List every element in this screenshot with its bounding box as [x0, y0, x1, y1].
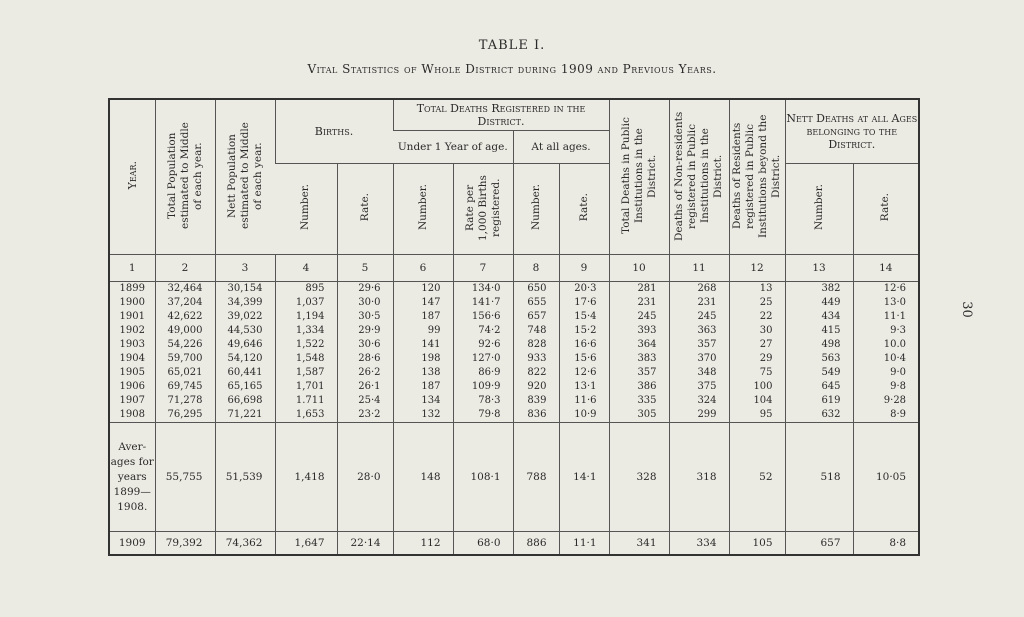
- table-cell: 147: [393, 296, 453, 310]
- table-cell: 498: [785, 338, 853, 352]
- table-cell: 109·9: [453, 380, 513, 394]
- table-cell: 1,194: [275, 310, 337, 324]
- table-cell: 415: [785, 324, 853, 338]
- table-cell: 39,022: [215, 310, 275, 324]
- table-cell: 25·4: [337, 394, 393, 408]
- row-year: 1902: [119, 325, 145, 336]
- page-subtitle: Vital Statistics of Whole District during 1909 and Previous Years.: [307, 62, 717, 76]
- table-cell: 657: [513, 310, 559, 324]
- table-cell: 30·0: [337, 296, 393, 310]
- table-cell: 141: [393, 338, 453, 352]
- table-cell: 29: [729, 352, 785, 366]
- header-nett-rate: Rate.: [853, 164, 919, 255]
- table-cell: 1,037: [275, 296, 337, 310]
- year-1909-row: [109, 532, 919, 556]
- table-cell: 11·1: [853, 310, 919, 324]
- table-row: [109, 366, 919, 380]
- table-cell: 645: [785, 380, 853, 394]
- table-cell: 822: [513, 366, 559, 380]
- table-cell: 9·28: [853, 394, 919, 408]
- row-year: 1906: [119, 381, 145, 392]
- table-cell: 1,653: [275, 408, 337, 423]
- table-cell: 657: [785, 532, 853, 556]
- table-cell: 22·14: [337, 532, 393, 556]
- table-cell: 92·6: [453, 338, 513, 352]
- table-cell: 364: [609, 338, 669, 352]
- table-cell: 334: [669, 532, 729, 556]
- table-row: [109, 408, 919, 423]
- table-cell: 836: [513, 408, 559, 423]
- table-cell: 30,154: [215, 282, 275, 297]
- table-cell: 13: [729, 282, 785, 297]
- row-year: 1904: [119, 353, 145, 364]
- header-non-residents: Deaths of Non-residents registered in Public Institutions in the District.: [669, 99, 729, 255]
- table-cell: 1,587: [275, 366, 337, 380]
- table-cell: 828: [513, 338, 559, 352]
- average-cell: 148: [393, 423, 453, 532]
- header-under-1-number: Number.: [393, 164, 453, 255]
- table-cell: 71,221: [215, 408, 275, 423]
- table-cell: 30·6: [337, 338, 393, 352]
- table-cell: 335: [609, 394, 669, 408]
- table-cell: 245: [609, 310, 669, 324]
- header-year: Year.: [109, 99, 155, 255]
- table-cell: 187: [393, 310, 453, 324]
- table-cell: 69,745: [155, 380, 215, 394]
- table-cell: 895: [275, 282, 337, 297]
- table-cell: 324: [669, 394, 729, 408]
- column-number: 13: [785, 255, 853, 282]
- table-row: [109, 338, 919, 352]
- table-cell: 15·6: [559, 352, 609, 366]
- table-cell: 54,226: [155, 338, 215, 352]
- table-cell: 8·9: [853, 408, 919, 423]
- table-cell: 10.0: [853, 338, 919, 352]
- average-cell: 328: [609, 423, 669, 532]
- table-cell: 32,464: [155, 282, 215, 297]
- header-births-number: Number.: [275, 164, 337, 255]
- average-cell: 14·1: [559, 423, 609, 532]
- table-cell: 134·0: [453, 282, 513, 297]
- vital-statistics-table: [108, 98, 920, 556]
- table-cell: 434: [785, 310, 853, 324]
- table-cell: 156·6: [453, 310, 513, 324]
- column-number: 2: [155, 255, 215, 282]
- table-cell: 66,698: [215, 394, 275, 408]
- table-cell: 17·6: [559, 296, 609, 310]
- table-cell: 78·3: [453, 394, 513, 408]
- average-cell: 318: [669, 423, 729, 532]
- average-cell: 28·0: [337, 423, 393, 532]
- table-cell: 68·0: [453, 532, 513, 556]
- page-number: 30: [958, 301, 974, 318]
- table-cell: 127·0: [453, 352, 513, 366]
- table-cell: 357: [669, 338, 729, 352]
- table-cell: 13·1: [559, 380, 609, 394]
- table-cell: 15·4: [559, 310, 609, 324]
- table-row: [109, 282, 919, 297]
- row-year: 1901: [119, 311, 145, 322]
- average-cell: 10·05: [853, 423, 919, 532]
- header-all-ages-number: Number.: [513, 164, 559, 255]
- table-cell: 44,530: [215, 324, 275, 338]
- table-cell: 1,701: [275, 380, 337, 394]
- table-cell: 305: [609, 408, 669, 423]
- table-cell: 22: [729, 310, 785, 324]
- table-cell: 132: [393, 408, 453, 423]
- averages-label: Aver- ages for years 1899— 1908.: [109, 423, 155, 532]
- table-cell: 9·8: [853, 380, 919, 394]
- header-nett-number: Number.: [785, 164, 853, 255]
- table-cell: 86·9: [453, 366, 513, 380]
- row-year: 1905: [119, 367, 145, 378]
- table-cell: 382: [785, 282, 853, 297]
- row-year: 1909: [118, 537, 146, 549]
- table-cell: 79,392: [155, 532, 215, 556]
- column-number: 1: [109, 255, 155, 282]
- table-cell: 75: [729, 366, 785, 380]
- header-births-rate: Rate.: [337, 164, 393, 255]
- table-cell: 29·9: [337, 324, 393, 338]
- table-cell: 393: [609, 324, 669, 338]
- column-number: 6: [393, 255, 453, 282]
- table-row: [109, 296, 919, 310]
- table-cell: 886: [513, 532, 559, 556]
- table-cell: 12·6: [559, 366, 609, 380]
- column-number: 8: [513, 255, 559, 282]
- table-cell: 231: [669, 296, 729, 310]
- column-numbers-row: [109, 255, 919, 282]
- table-row: [109, 310, 919, 324]
- column-number: 10: [609, 255, 669, 282]
- table-cell: 100: [729, 380, 785, 394]
- table-row: [109, 324, 919, 338]
- table-cell: 1.711: [275, 394, 337, 408]
- column-number: 14: [853, 255, 919, 282]
- table-cell: 28·6: [337, 352, 393, 366]
- table-cell: 383: [609, 352, 669, 366]
- table-cell: 74,362: [215, 532, 275, 556]
- table-cell: 76,295: [155, 408, 215, 423]
- average-cell: 108·1: [453, 423, 513, 532]
- table-cell: 348: [669, 366, 729, 380]
- table-cell: 54,120: [215, 352, 275, 366]
- table-cell: 104: [729, 394, 785, 408]
- row-year: 1900: [119, 297, 145, 308]
- table-cell: 34,399: [215, 296, 275, 310]
- table-cell: 549: [785, 366, 853, 380]
- table-cell: 268: [669, 282, 729, 297]
- header-nett-deaths: Nett Deaths at all Ages belonging to the District.: [785, 99, 919, 164]
- table-cell: 26·1: [337, 380, 393, 394]
- column-number: 3: [215, 255, 275, 282]
- column-number: 5: [337, 255, 393, 282]
- table-cell: 1,334: [275, 324, 337, 338]
- header-births: Births.: [275, 99, 393, 164]
- table-cell: 375: [669, 380, 729, 394]
- page-title: TABLE I.: [478, 38, 546, 53]
- table-cell: 187: [393, 380, 453, 394]
- header-all-ages-rate: Rate.: [559, 164, 609, 255]
- table-cell: 138: [393, 366, 453, 380]
- table-cell: 198: [393, 352, 453, 366]
- table-cell: 655: [513, 296, 559, 310]
- table-cell: 650: [513, 282, 559, 297]
- table-cell: 27: [729, 338, 785, 352]
- column-number: 9: [559, 255, 609, 282]
- header-residents-beyond: Deaths of Residents registered in Public Institutions beyond the District.: [729, 99, 785, 255]
- table-cell: 60,441: [215, 366, 275, 380]
- table-cell: 15·2: [559, 324, 609, 338]
- table-cell: 59,700: [155, 352, 215, 366]
- table-cell: 10·9: [559, 408, 609, 423]
- table-cell: 563: [785, 352, 853, 366]
- table-cell: 245: [669, 310, 729, 324]
- table-cell: 363: [669, 324, 729, 338]
- table-cell: 26·2: [337, 366, 393, 380]
- header-all-ages: At all ages.: [513, 131, 609, 164]
- table-cell: 37,204: [155, 296, 215, 310]
- table-cell: 30·5: [337, 310, 393, 324]
- column-number: 7: [453, 255, 513, 282]
- header-public-institutions: Total Deaths in Public Institutions in the District.: [609, 99, 669, 255]
- table-cell: 42,622: [155, 310, 215, 324]
- table-cell: 839: [513, 394, 559, 408]
- table-cell: 49,646: [215, 338, 275, 352]
- table-cell: 370: [669, 352, 729, 366]
- table-cell: 25: [729, 296, 785, 310]
- average-cell: 518: [785, 423, 853, 532]
- column-number: 12: [729, 255, 785, 282]
- header-total-deaths: Total Deaths Registered in the District.: [393, 99, 609, 131]
- row-year: 1908: [109, 408, 155, 423]
- table-cell: 20·3: [559, 282, 609, 297]
- header-under-1: Under 1 Year of age.: [393, 131, 513, 164]
- table-cell: 9·0: [853, 366, 919, 380]
- table-cell: 619: [785, 394, 853, 408]
- table-cell: 29·6: [337, 282, 393, 297]
- table-cell: 10·4: [853, 352, 919, 366]
- table-cell: 74·2: [453, 324, 513, 338]
- table-cell: 65,165: [215, 380, 275, 394]
- table-cell: 30: [729, 324, 785, 338]
- table-cell: 13·0: [853, 296, 919, 310]
- table-cell: 112: [393, 532, 453, 556]
- table-cell: 79·8: [453, 408, 513, 423]
- table-cell: 299: [669, 408, 729, 423]
- table-cell: 386: [609, 380, 669, 394]
- average-cell: 788: [513, 423, 559, 532]
- table-cell: 341: [609, 532, 669, 556]
- table-cell: 1,548: [275, 352, 337, 366]
- table-cell: 141·7: [453, 296, 513, 310]
- table-cell: 449: [785, 296, 853, 310]
- table-cell: 23·2: [337, 408, 393, 423]
- table-cell: 9·3: [853, 324, 919, 338]
- row-year: 1903: [119, 339, 145, 350]
- table-cell: 1,647: [275, 532, 337, 556]
- table-cell: 95: [729, 408, 785, 423]
- header-nett-population: Nett Population estimated to Middle of each year.: [215, 99, 275, 255]
- table-cell: 920: [513, 380, 559, 394]
- table-cell: 357: [609, 366, 669, 380]
- table-cell: 49,000: [155, 324, 215, 338]
- table-cell: 65,021: [155, 366, 215, 380]
- average-cell: 52: [729, 423, 785, 532]
- table-cell: 105: [729, 532, 785, 556]
- table-cell: 8·8: [853, 532, 919, 556]
- average-cell: 1,418: [275, 423, 337, 532]
- table-row: [109, 352, 919, 366]
- table-cell: 120: [393, 282, 453, 297]
- averages-row: [109, 423, 919, 532]
- column-number: 11: [669, 255, 729, 282]
- table-cell: 748: [513, 324, 559, 338]
- average-cell: 55,755: [155, 423, 215, 532]
- table-cell: 71,278: [155, 394, 215, 408]
- table-row: [109, 380, 919, 394]
- table-cell: 99: [393, 324, 453, 338]
- table-cell: 281: [609, 282, 669, 297]
- table-cell: 12·6: [853, 282, 919, 297]
- table-cell: 16·6: [559, 338, 609, 352]
- table-cell: 11·1: [559, 532, 609, 556]
- row-year: 1899: [119, 283, 145, 294]
- table-cell: 231: [609, 296, 669, 310]
- average-cell: 51,539: [215, 423, 275, 532]
- table-cell: 1,522: [275, 338, 337, 352]
- table-cell: 632: [785, 408, 853, 423]
- column-number: 4: [275, 255, 337, 282]
- header-under-1-rate: Rate per 1,000 Births registered.: [453, 164, 513, 255]
- table-cell: 134: [393, 394, 453, 408]
- header-total-population: Total Population estimated to Middle of each year.: [155, 99, 215, 255]
- table-cell: 11·6: [559, 394, 609, 408]
- table-row: [109, 394, 919, 408]
- table-cell: 933: [513, 352, 559, 366]
- row-year: 1907: [119, 395, 145, 406]
